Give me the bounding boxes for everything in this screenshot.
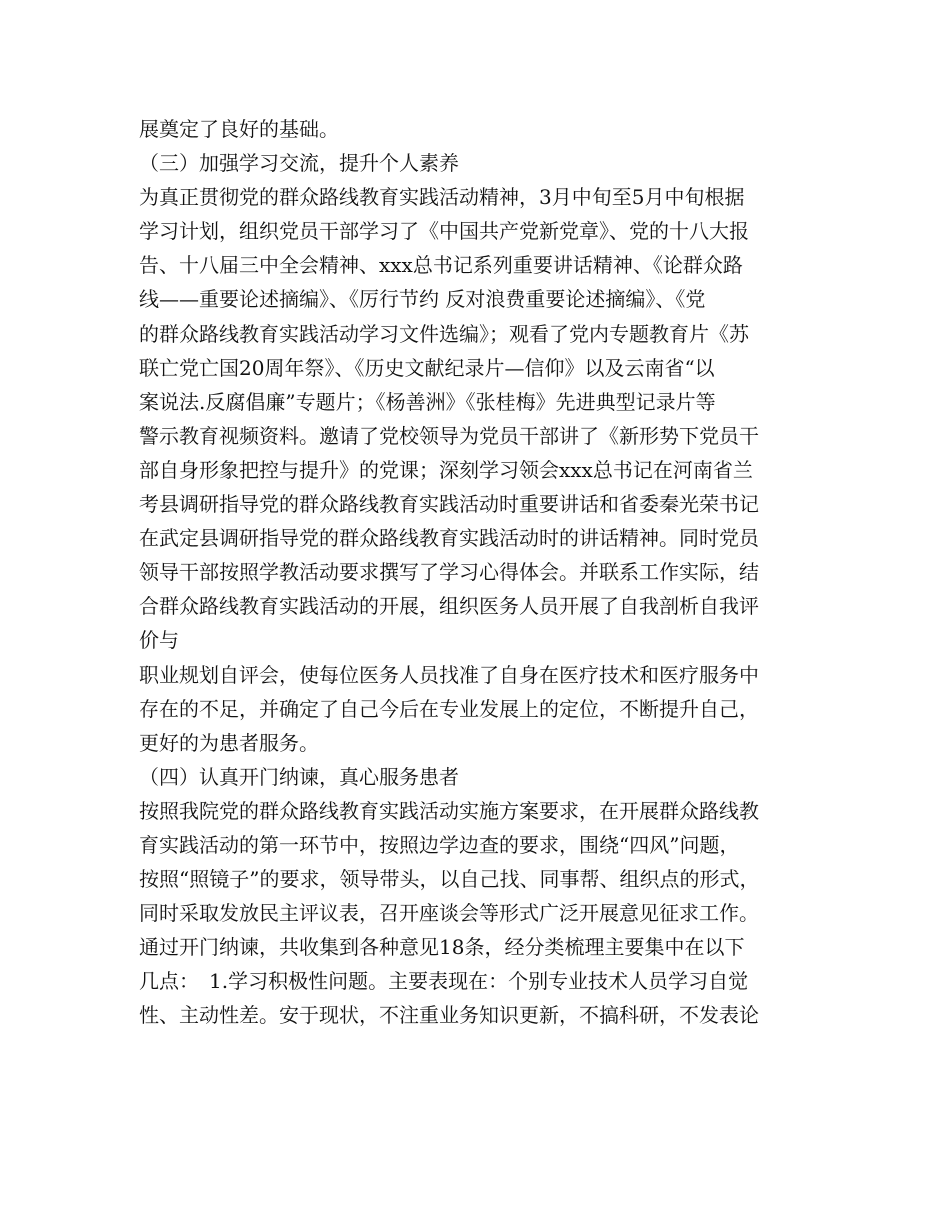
text-line: 职业规划自评会，使每位医务人员找准了自身在医疗技术和医疗服务中 bbox=[139, 662, 759, 687]
text-line: 按照“照镜子”的要求，领导带头，以自己找、同事帮、组织点的形式， bbox=[139, 867, 760, 892]
text-line: 领导干部按照学教活动要求撰写了学习心得体会。并联系工作实际，结 bbox=[139, 560, 759, 585]
text-line: 育实践活动的第一环节中，按照边学边查的要求，围绕“四风”问题， bbox=[139, 832, 740, 857]
text-line: 案说法.反腐倡廉”专题片；《杨善洲》《张桂梅》先进典型记录片等 bbox=[139, 389, 716, 414]
document-body bbox=[139, 112, 839, 1033]
text-line: 考县调研指导党的群众路线教育实践活动时重要讲话和省委秦光荣书记 bbox=[139, 492, 759, 517]
text-line: 通过开门纳谏，共收集到各种意见18条，经分类梳理主要集中在以下 bbox=[139, 935, 745, 960]
text-line: 存在的不足，并确定了自己今后在专业发展上的定位，不断提升自己， bbox=[139, 696, 759, 721]
text-line: 警示教育视频资料。邀请了党校领导为党员干部讲了《新形势下党员干 bbox=[139, 423, 759, 448]
text-line: 在武定县调研指导党的群众路线教育实践活动时的讲话精神。同时党员 bbox=[139, 526, 759, 551]
text-line: 为真正贯彻党的群众路线教育实践活动精神，3月中旬至5月中旬根据 bbox=[139, 185, 745, 210]
text-line: （三）加强学习交流，提升个人素养 bbox=[139, 151, 459, 176]
text-line: 同时采取发放民主评议表，召开座谈会等形式广泛开展意见征求工作。 bbox=[139, 901, 759, 926]
text-line: 性、主动性差。安于现状，不注重业务知识更新，不搞科研，不发表论 bbox=[139, 1003, 759, 1028]
text-line: 联亡党亡国20周年祭》、《历史文献纪录片—信仰》以及云南省“以 bbox=[139, 355, 715, 380]
text-line: 线——重要论述摘编》、《厉行节约 反对浪费重要论述摘编》、《党 bbox=[139, 287, 706, 312]
text-line: 告、十八届三中全会精神、xxx总书记系列重要讲话精神、《论群众路 bbox=[139, 253, 743, 278]
text-line: 合群众路线教育实践活动的开展，组织医务人员开展了自我剖析自我评 bbox=[139, 594, 759, 619]
text-line: 几点： 1.学习积极性问题。主要表现在：个别专业技术人员学习自觉 bbox=[139, 969, 749, 994]
text-line: 学习计划，组织党员干部学习了《中国共产党新党章》、党的十八大报 bbox=[139, 219, 749, 244]
text-line: 的群众路线教育实践活动学习文件选编》；观看了党内专题教育片《苏 bbox=[139, 321, 749, 346]
text-line: （四）认真开门纳谏，真心服务患者 bbox=[139, 764, 459, 789]
text-line: 按照我院党的群众路线教育实践活动实施方案要求，在开展群众路线教 bbox=[139, 798, 759, 823]
text-line: 展奠定了良好的基础。 bbox=[139, 117, 339, 141]
text-line: 价与 bbox=[139, 628, 179, 653]
text-line: 更好的为患者服务。 bbox=[139, 730, 319, 755]
text-line: 部自身形象把控与提升》的党课；深刻学习领会xxx总书记在河南省兰 bbox=[139, 457, 753, 482]
